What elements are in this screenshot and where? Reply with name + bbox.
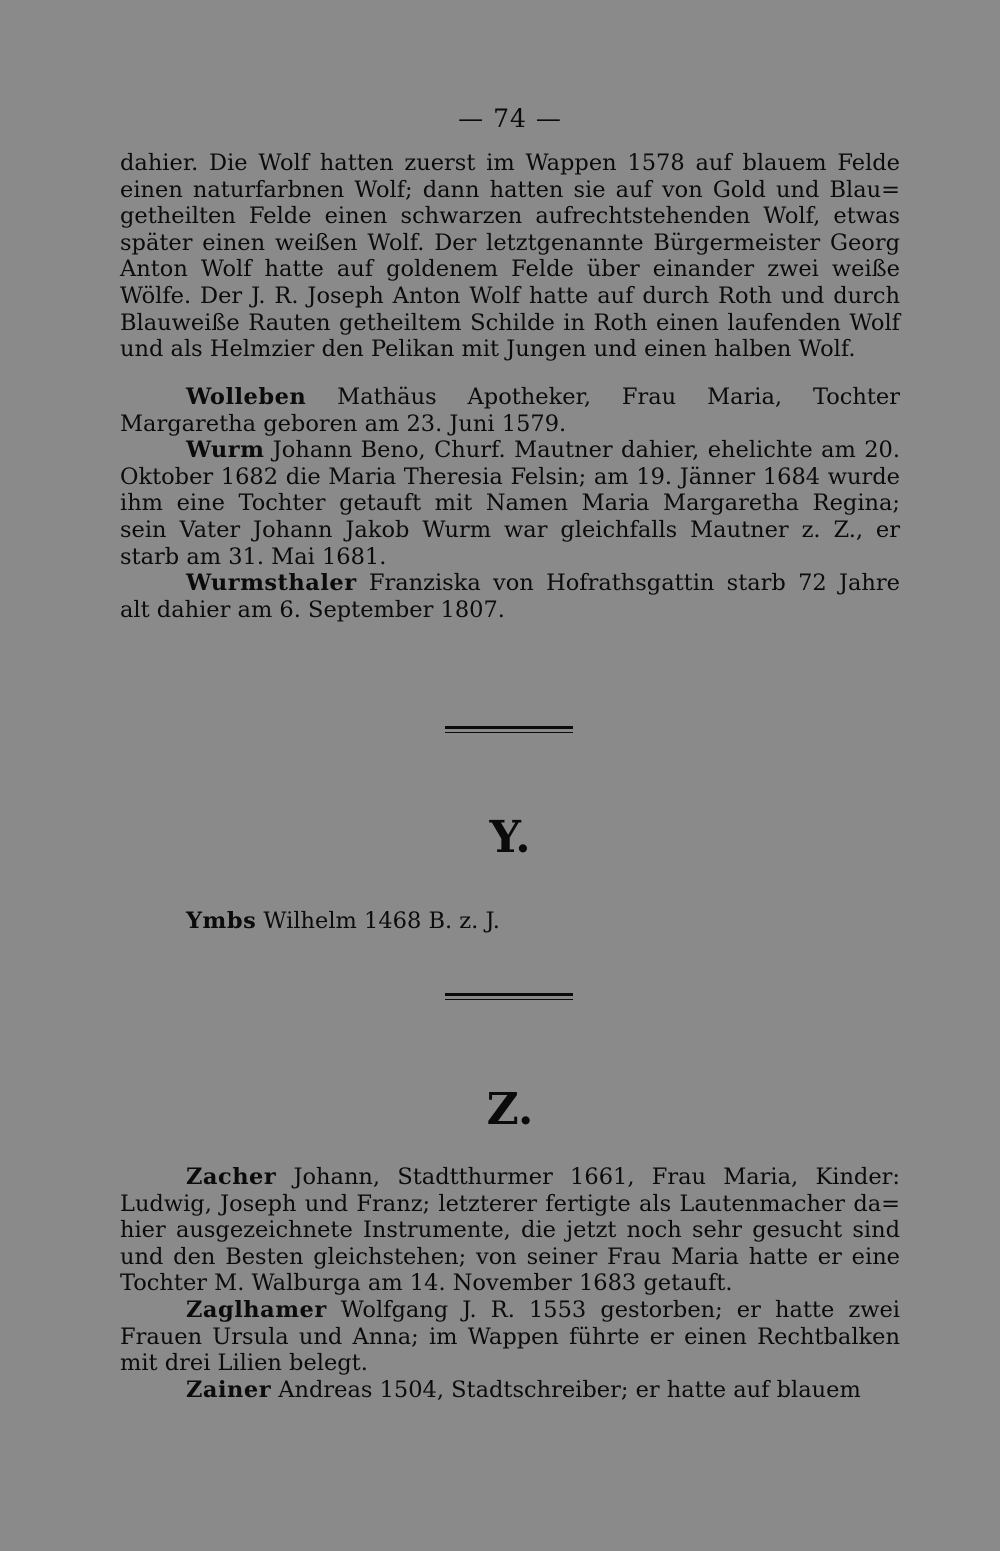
entry-zainer — [120, 1377, 900, 1404]
entry-text: Andreas 1504, Stadtschreiber; er hatte auf blauem — [271, 1376, 861, 1403]
entry-ymbs — [120, 908, 900, 935]
entry-text: Franziska von Hofrathsgattin starb 72 Jahre alt dahier am 6. September 1807. — [120, 570, 900, 623]
section-heading-z: Z. — [486, 1084, 534, 1135]
divider-thick-line — [445, 993, 573, 996]
page-number: — 74 — — [458, 104, 562, 133]
divider-thick-line — [445, 726, 573, 729]
entry-wurm — [120, 437, 900, 570]
entries-y-block — [120, 908, 900, 935]
divider-thin-line — [445, 732, 573, 733]
entry-lemma: Wurm — [186, 437, 265, 464]
entries-w-block — [120, 384, 900, 623]
section-divider — [445, 993, 573, 1000]
entry-zacher — [120, 1164, 900, 1297]
entry-text: Wolfgang J. R. 1553 gestorben; er hatte zwei Frauen Ursula und Anna; im Wappen führte er einen Rechtbalken mit drei Lilien belegt. — [120, 1296, 900, 1377]
entry-lemma: Wurmsthaler — [186, 570, 357, 597]
entry-text: Johann, Stadtthurmer 1661, Frau Maria, Kinder: Ludwig, Joseph und Franz; letzterer fertigte als Lautenmacher da= hier ausgezeichnete Instrumente, die jetzt noch sehr gesucht sind und den Besten gleichstehen; von seiner Frau Maria hatte er eine Tochter M. Walburga am 14. November 1683 getauft. — [120, 1164, 900, 1297]
entry-lemma: Zaglhamer — [186, 1296, 327, 1323]
entry-lemma: Zainer — [186, 1376, 272, 1403]
entry-wurmsthaler — [120, 570, 900, 623]
section-heading-y: Y. — [489, 812, 531, 863]
section-divider — [445, 726, 573, 733]
entry-text: Johann Beno, Churf. Mautner dahier, ehelichte am 20. Oktober 1682 die Maria Theresia Felsin; am 19. Jänner 1684 wurde ihm eine Tochter getauft mit Namen Maria Margaretha Regina; sein Vater Johann Jakob Wurm war gleichfalls Mautner z. Z., er starb am 31. Mai 1681. — [120, 437, 900, 570]
entry-wolleben — [120, 384, 900, 437]
entry-text: Mathäus Apotheker, Frau Maria, Tochter Margaretha geboren am 23. Juni 1579. — [120, 384, 900, 437]
entry-lemma: Zacher — [186, 1164, 277, 1190]
continuation-block — [120, 150, 900, 363]
entries-z-block — [120, 1164, 900, 1403]
entry-lemma: Wolleben — [186, 384, 307, 410]
continuation-paragraph: dahier. Die Wolf hatten zuerst im Wappen 1578 auf blauem Felde einen naturfarbnen Wolf; dann hatten sie auf von Gold und Blau= getheilten Felde einen schwarzen aufrechtstehenden Wolf, etwas später einen weißen Wolf. Der letztgenannte Bürgermeister Georg Anton Wolf hatte auf goldenem Felde über einander zwei weiße Wölfe. Der J. R. Joseph Anton Wolf hatte auf durch Roth und durch Blauweiße Rauten getheiltem Schilde in Roth einen laufenden Wolf und als Helmzier den Pelikan mit Jungen und einen halben Wolf. — [120, 150, 900, 363]
entry-zaglhamer — [120, 1297, 900, 1377]
entry-text: Wilhelm 1468 B. z. J. — [256, 908, 500, 934]
entry-lemma: Ymbs — [186, 908, 257, 934]
divider-thin-line — [445, 999, 573, 1000]
